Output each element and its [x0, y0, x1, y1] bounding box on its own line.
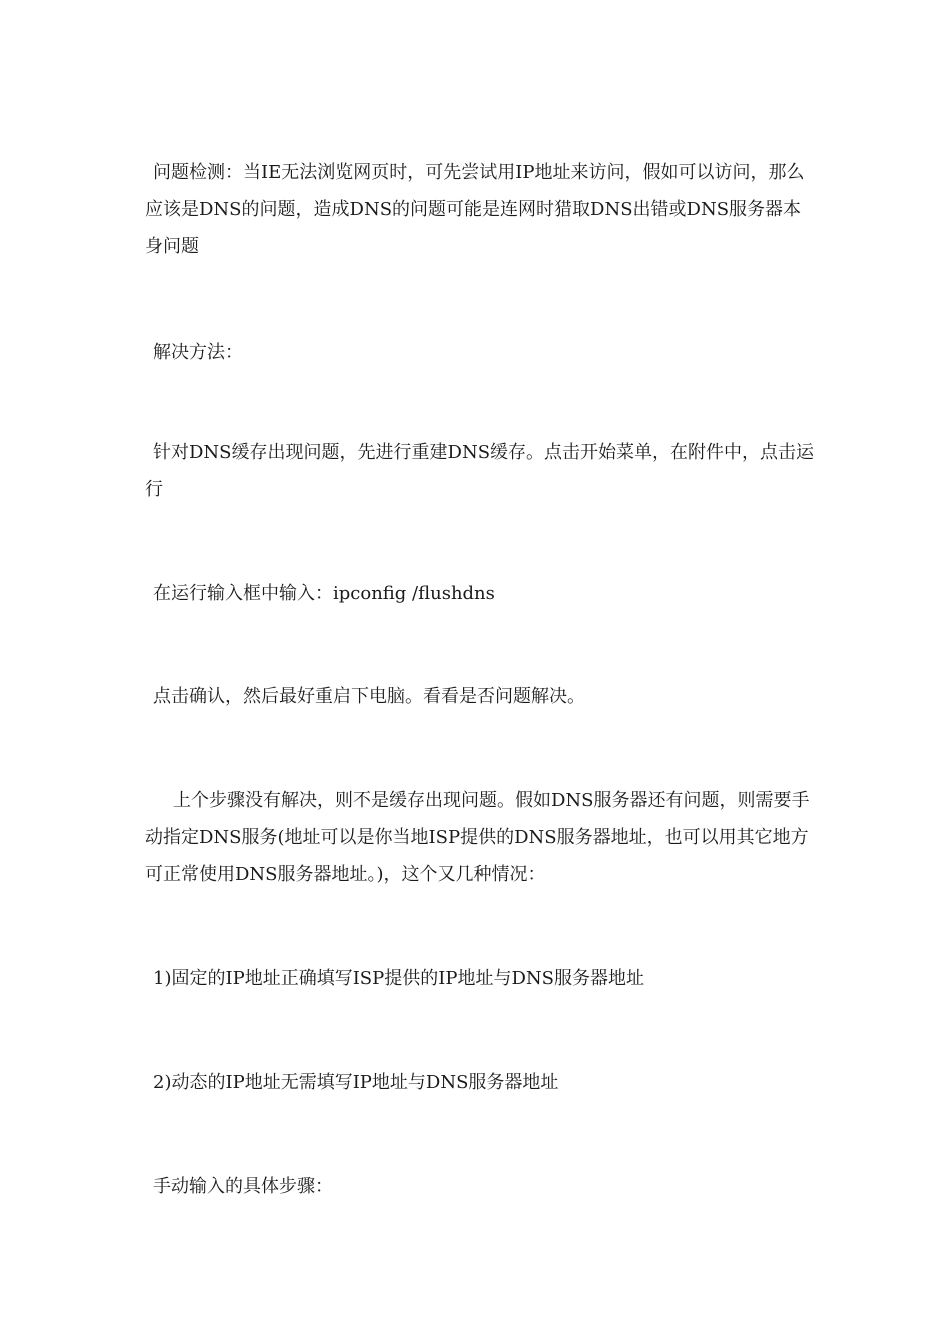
paragraph-manual-dns: 上个步骤没有解决，则不是缓存出现问题。假如DNS服务器还有问题，则需要手动指定DNS服务(地址可以是你当地ISP提供的DNS服务器地址，也可以用其它地方可正常使用DNS服务器地址。)，这个又几种情况： — [145, 790, 810, 885]
list-item-static-ip: 1)固定的IP地址正确填写ISP提供的IP地址与DNS服务器地址 — [153, 968, 644, 989]
paragraph-flushdns-command: 在运行输入框中输入：ipconfig /flushdns — [153, 583, 495, 604]
paragraph-confirm-restart: 点击确认，然后最好重启下电脑。看看是否问题解决。 — [153, 686, 585, 707]
paragraph-solution-heading: 解决方法： — [153, 342, 243, 363]
paragraph-manual-steps-heading: 手动输入的具体步骤： — [153, 1176, 333, 1197]
list-item-dynamic-ip: 2)动态的IP地址无需填写IP地址与DNS服务器地址 — [153, 1072, 559, 1093]
paragraph-problem-detection: 问题检测：当IE无法浏览网页时，可先尝试用IP地址来访问，假如可以访问，那么应该是DNS的问题，造成DNS的问题可能是连网时猎取DNS出错或DNS服务器本身问题 — [145, 162, 805, 257]
paragraph-dns-cache: 针对DNS缓存出现问题，先进行重建DNS缓存。点击开始菜单，在附件中，点击运行 — [145, 442, 815, 500]
